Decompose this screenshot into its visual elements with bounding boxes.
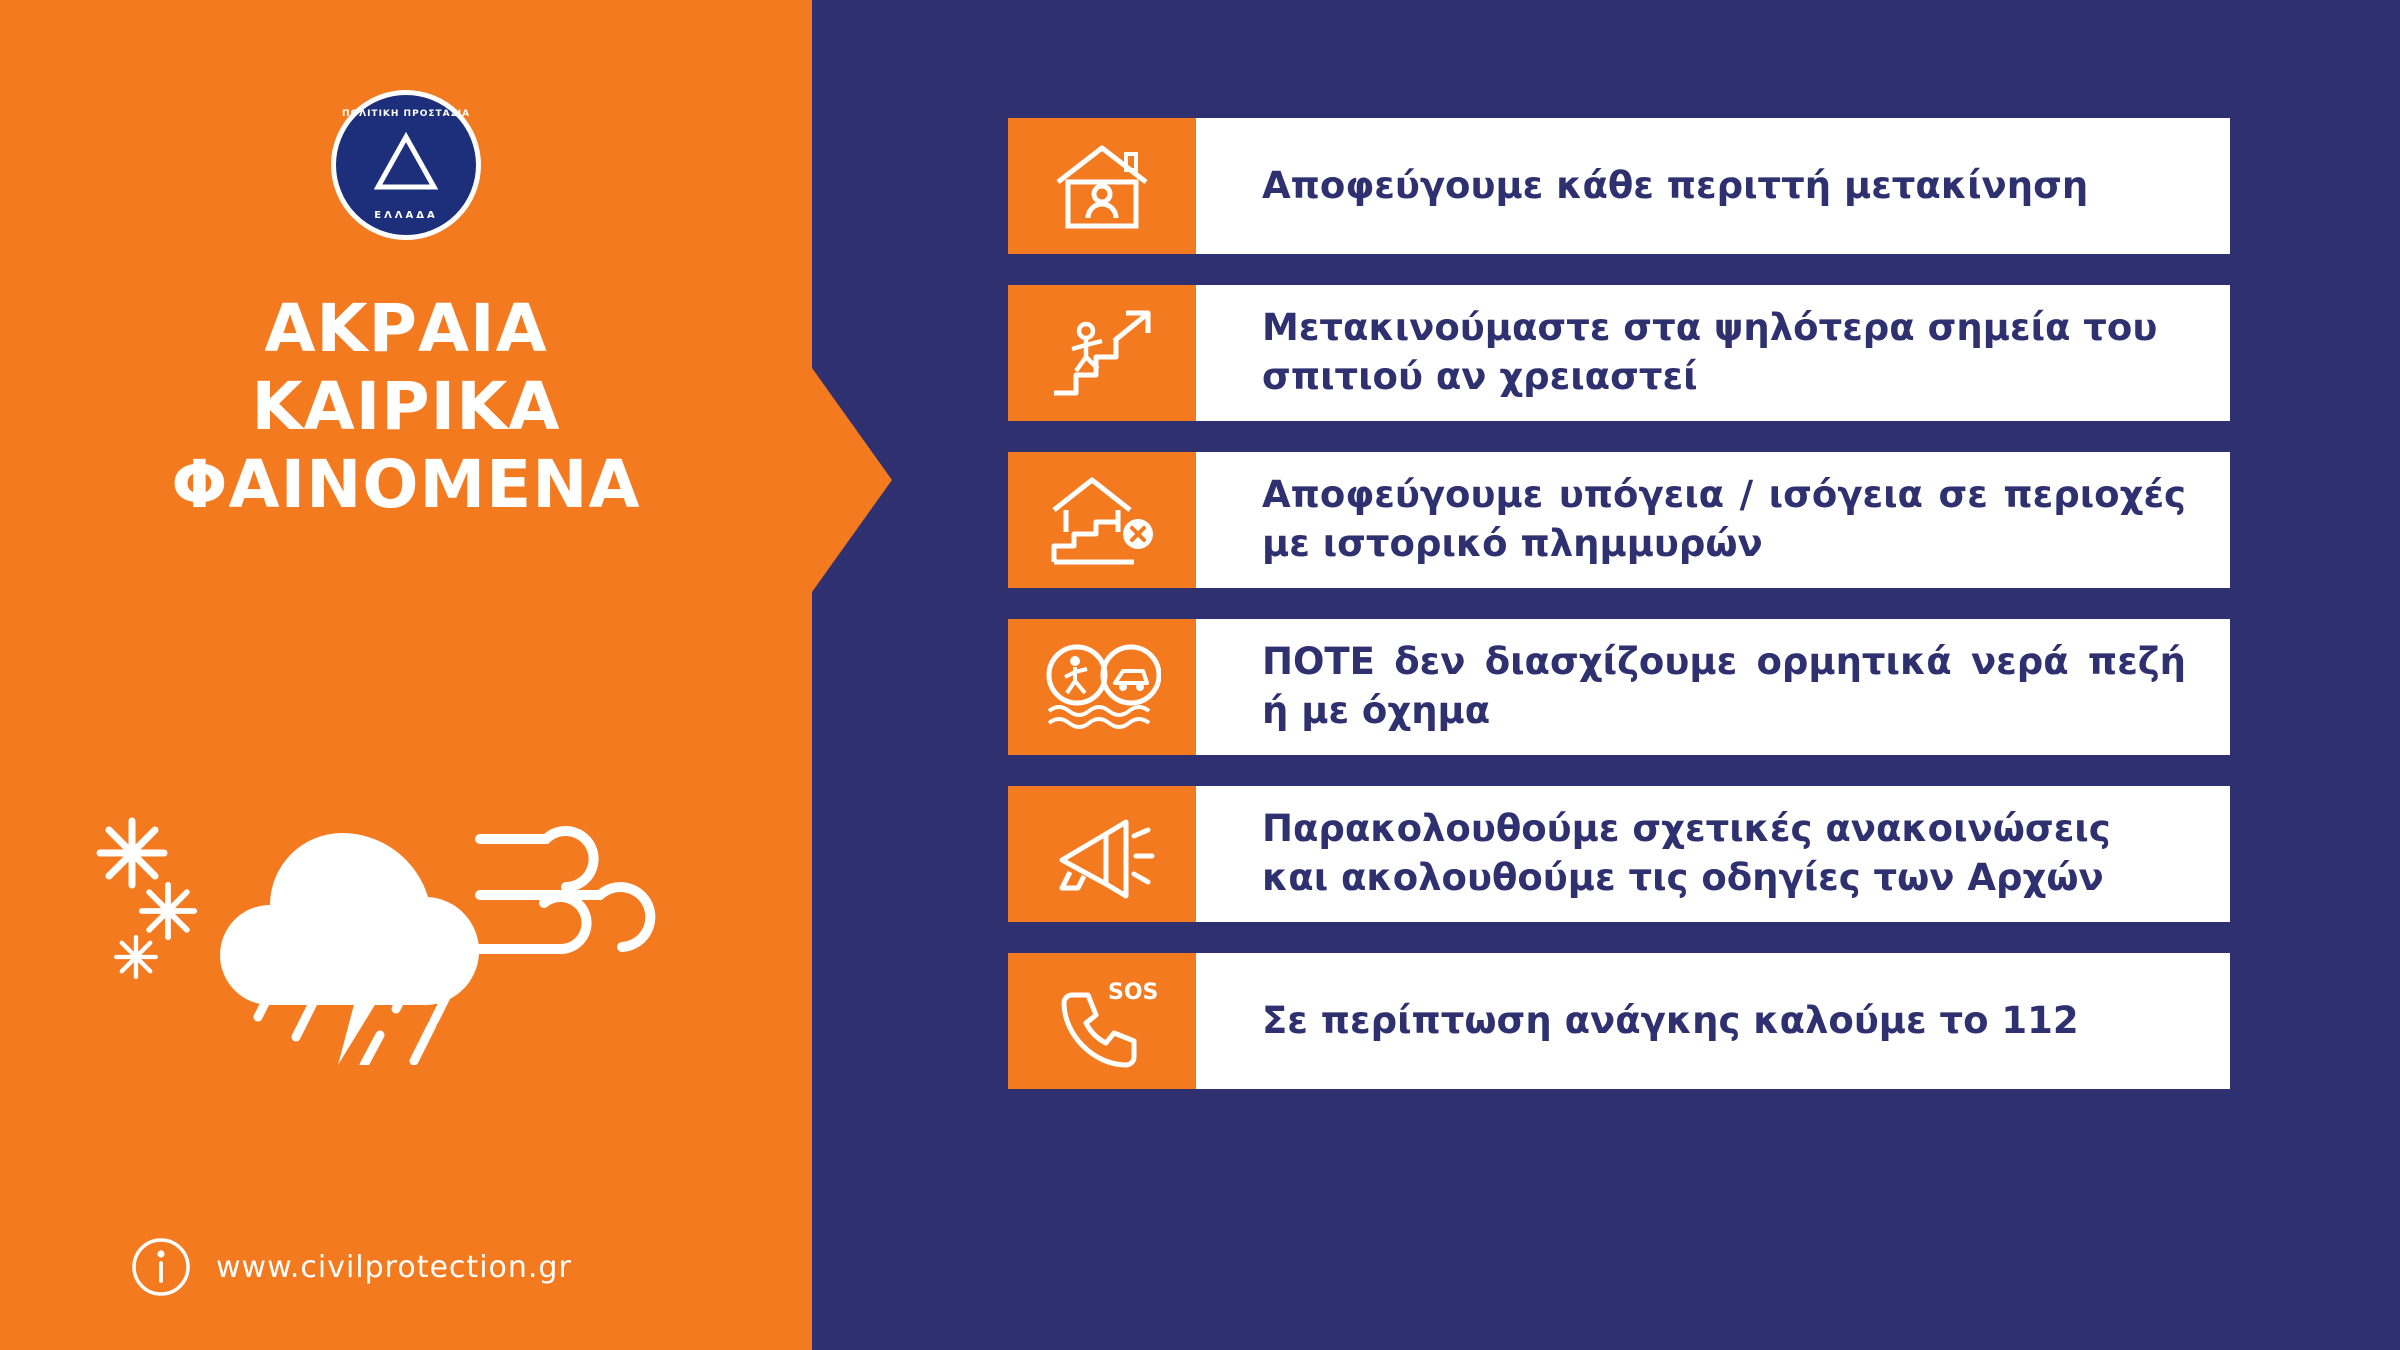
instruction-text: Σε περίπτωση ανάγκης καλούμε το 112 <box>1262 998 2079 1042</box>
logo-ring-text-top: ΠΟΛΙΤΙΚΗ ΠΡΟΣΤΑΣΙΑ <box>341 109 471 119</box>
instructions-list <box>1008 118 2230 1120</box>
title-line-2: ΚΑΙΡΙΚΑ <box>251 367 561 445</box>
instruction-text-box <box>1196 452 2230 588</box>
megaphone-icon <box>1008 786 1196 922</box>
instruction-text: Μετακινούμαστε στα ψηλότερα σημεία του σπιτιού αν χρειαστεί <box>1262 306 2158 398</box>
logo-ring-text-bottom: ΕΛΛΑΔΑ <box>374 210 438 221</box>
instruction-row <box>1008 953 2230 1089</box>
sos-phone-icon <box>1008 953 1196 1089</box>
instruction-text-box <box>1196 619 2230 755</box>
logo-container <box>0 90 812 244</box>
instruction-row <box>1008 619 2230 755</box>
storm-cloud-snowflake-lightning-wind-icon <box>80 735 720 1065</box>
instruction-text: ΠΟΤΕ δεν διασχίζουμε ορμητικά νερά πεζή ή με όχημα <box>1262 640 2186 732</box>
instruction-text-box <box>1196 118 2230 254</box>
info-icon <box>130 1236 192 1298</box>
svg-text:SOS: SOS <box>1108 980 1158 1005</box>
instruction-row <box>1008 786 2230 922</box>
basement-no-entry-icon <box>1008 452 1196 588</box>
instruction-text: Αποφεύγουμε υπόγεια / ισόγεια σε περιοχές με ιστορικό πλημμυρών <box>1262 473 2186 565</box>
title-line-1: ΑΚΡΑΙΑ <box>264 290 548 367</box>
no-crossing-water-icon <box>1008 619 1196 755</box>
house-person-icon <box>1008 118 1196 254</box>
title-line-3: ΦΑΙΝΟΜΕΝΑ <box>171 445 641 523</box>
instruction-row <box>1008 452 2230 588</box>
instruction-text: Παρακολουθούμε σχετικές ανακοινώσεις και ακολουθούμε τις οδηγίες των Αρχών <box>1262 807 2111 899</box>
civil-protection-logo <box>331 90 481 240</box>
footer <box>130 1236 572 1298</box>
arrow-pointer <box>812 368 892 592</box>
instruction-text-box <box>1196 285 2230 421</box>
instruction-row <box>1008 285 2230 421</box>
page-title <box>0 290 812 524</box>
instruction-text: Αποφεύγουμε κάθε περιττή μετακίνηση <box>1262 163 2089 207</box>
instruction-row <box>1008 118 2230 254</box>
instruction-text-box <box>1196 953 2230 1089</box>
stairs-up-arrow-icon <box>1008 285 1196 421</box>
instruction-text-box <box>1196 786 2230 922</box>
website-url[interactable]: www.civilprotection.gr <box>216 1249 572 1285</box>
